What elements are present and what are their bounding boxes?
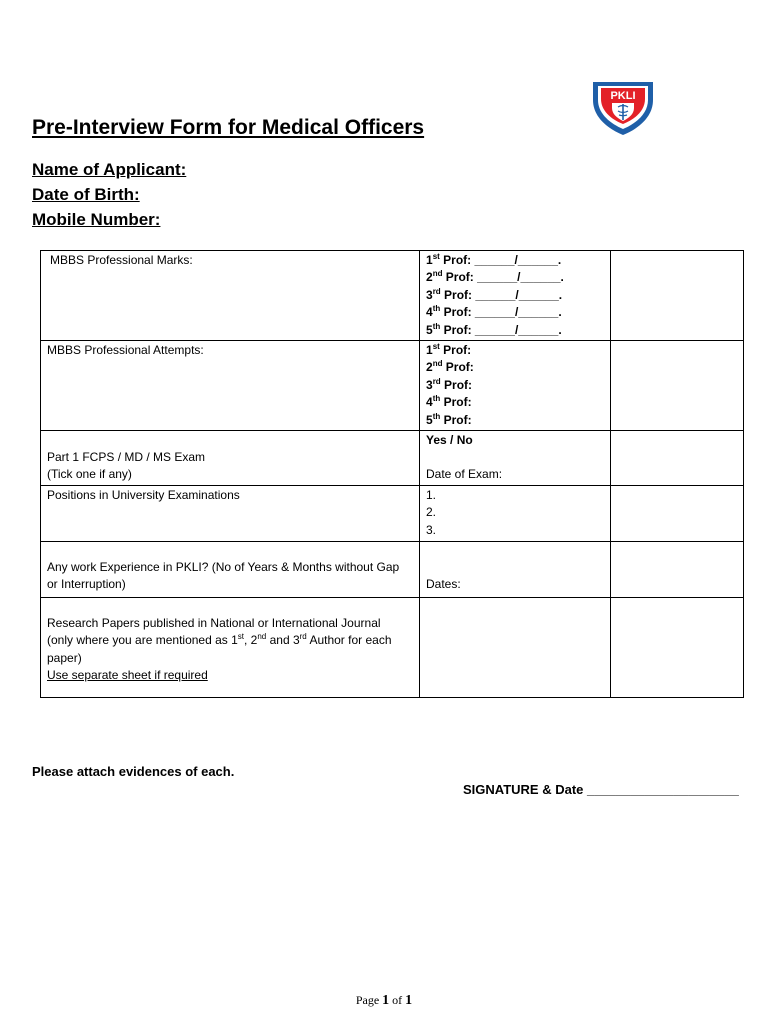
- attempts-prof-4: 4th Prof:: [426, 394, 472, 410]
- application-table: [40, 250, 744, 698]
- attempts-prof-2: 2nd Prof:: [426, 359, 474, 375]
- research-label: Research Papers published in National or International Journal: [47, 615, 381, 630]
- marks-label-cell: [41, 251, 420, 341]
- research-blank-cell: [611, 597, 744, 697]
- experience-blank-cell: [611, 541, 744, 597]
- table-row: [41, 251, 744, 341]
- experience-dates-cell: [420, 541, 611, 597]
- marks-prof-2: 2nd Prof: ______/______.: [426, 269, 564, 285]
- positions-label-cell: [41, 485, 420, 541]
- attempts-blank-cell: [611, 341, 744, 431]
- experience-label-cell: [41, 541, 420, 597]
- marks-prof-1: 1st Prof: ______/______.: [426, 252, 562, 267]
- attempts-prof-1: 1st Prof:: [426, 342, 472, 358]
- attempts-label-cell: [41, 341, 420, 431]
- attempts-profs-cell: [420, 341, 611, 431]
- signature-date-line: SIGNATURE & Date _____________________: [463, 782, 739, 797]
- page-footer: [0, 993, 768, 1009]
- total-pages: 1: [405, 993, 413, 1008]
- positions-blank-cell: [611, 485, 744, 541]
- position-item-2: 2.: [426, 505, 437, 520]
- part1-label-cell: [41, 431, 420, 486]
- pkli-logo: [588, 80, 658, 136]
- form-title: Pre-Interview Form for Medical Officers: [32, 116, 425, 139]
- name-of-applicant-label: Name of Applicant:: [32, 160, 187, 179]
- part1-blank-cell: [611, 431, 744, 486]
- marks-blank-cell: [611, 251, 744, 341]
- research-answer-cell: [420, 597, 611, 697]
- marks-profs-cell: [420, 251, 611, 341]
- marks-label: MBBS Professional Marks:: [50, 253, 193, 267]
- table-row: [41, 541, 744, 597]
- part1-answer-cell: [420, 431, 611, 486]
- part1-tick-note: (Tick one if any): [47, 467, 132, 482]
- attempts-prof-3: 3rd Prof:: [426, 376, 473, 392]
- mobile-number-label: Mobile Number:: [32, 210, 161, 229]
- position-item-3: 3.: [426, 522, 437, 537]
- marks-prof-3: 3rd Prof: ______/______.: [426, 286, 563, 302]
- date-of-birth-label: Date of Birth:: [32, 185, 140, 204]
- current-page: 1: [382, 993, 390, 1008]
- logo-text: PKLI: [610, 90, 636, 102]
- position-item-1: 1.: [426, 487, 437, 502]
- experience-label: Any work Experience in PKLI? (No of Years & Months without Gap or Interruption): [47, 560, 400, 592]
- experience-dates-label: Dates:: [426, 577, 461, 592]
- marks-prof-5: 5th Prof: ______/______.: [426, 321, 562, 337]
- marks-prof-4: 4th Prof: ______/______.: [426, 304, 562, 320]
- table-row: [41, 485, 744, 541]
- page-word: Page: [355, 993, 380, 1007]
- attach-evidence-note: Please attach evidences of each.: [32, 764, 235, 779]
- yes-no-option: Yes / No: [426, 433, 473, 448]
- part1-exam-label: Part 1 FCPS / MD / MS Exam: [47, 450, 206, 465]
- date-of-exam-label: Date of Exam:: [426, 467, 503, 482]
- research-label-cell: [41, 597, 420, 697]
- of-word: of: [392, 993, 403, 1007]
- attempts-prof-5: 5th Prof:: [426, 411, 472, 427]
- positions-list-cell: [420, 485, 611, 541]
- table-row: [41, 431, 744, 486]
- positions-label: Positions in University Examinations: [47, 487, 240, 502]
- separate-sheet-note: Use separate sheet if required: [47, 668, 208, 683]
- table-row: [41, 341, 744, 431]
- table-row: [41, 597, 744, 697]
- research-author-note: (only where you are mentioned as 1st, 2nd and 3rd Author for each paper): [47, 632, 392, 665]
- attempts-label: MBBS Professional Attempts:: [47, 343, 204, 358]
